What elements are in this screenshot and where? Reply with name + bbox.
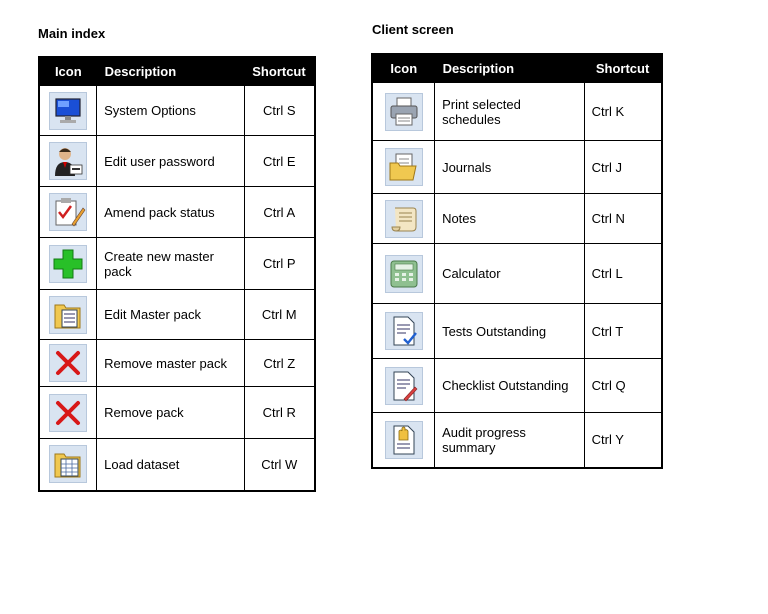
table-row — [372, 194, 662, 244]
table-row — [372, 141, 662, 194]
row-description: Checklist Outstanding — [435, 359, 585, 413]
row-description: Remove master pack — [97, 340, 244, 387]
table-header-row — [372, 54, 662, 83]
row-description: Print selected schedules — [435, 83, 585, 141]
monitor-icon — [49, 92, 87, 130]
row-shortcut: Ctrl Q — [584, 359, 662, 413]
row-shortcut: Ctrl J — [584, 141, 662, 194]
row-description: Remove pack — [97, 387, 244, 439]
red-x-icon — [49, 344, 87, 382]
row-shortcut: Ctrl Z — [244, 340, 315, 387]
row-description: Load dataset — [97, 439, 244, 491]
row-shortcut: Ctrl N — [584, 194, 662, 244]
row-shortcut: Ctrl T — [584, 304, 662, 359]
printer-icon — [385, 93, 423, 131]
row-description: Create new master pack — [97, 238, 244, 290]
row-description: Journals — [435, 141, 585, 194]
row-description: Edit Master pack — [97, 290, 244, 340]
description-column-header: Description — [97, 57, 244, 86]
row-shortcut: Ctrl R — [244, 387, 315, 439]
main-index-title: Main index — [38, 26, 106, 41]
clipboard-pencil-icon — [49, 193, 87, 231]
description-column-header: Description — [435, 54, 585, 83]
table-row — [39, 290, 315, 340]
row-description: System Options — [97, 86, 244, 136]
document-hand-icon — [385, 421, 423, 459]
scroll-icon — [385, 200, 423, 238]
table-row — [372, 244, 662, 304]
row-description: Notes — [435, 194, 585, 244]
calculator-icon — [385, 255, 423, 293]
row-shortcut: Ctrl M — [244, 290, 315, 340]
row-shortcut: Ctrl A — [244, 187, 315, 238]
red-x-icon — [49, 394, 87, 432]
row-shortcut: Ctrl S — [244, 86, 315, 136]
icon-column-header: Icon — [372, 54, 435, 83]
shortcut-column-header: Shortcut — [244, 57, 315, 86]
row-description: Tests Outstanding — [435, 304, 585, 359]
row-description: Edit user password — [97, 136, 244, 187]
table-row — [39, 86, 315, 136]
table-row — [372, 413, 662, 468]
table-row — [39, 187, 315, 238]
row-shortcut: Ctrl Y — [584, 413, 662, 468]
document-pencil-icon — [385, 367, 423, 405]
table-row — [372, 304, 662, 359]
table-row — [372, 359, 662, 413]
folder-document-icon — [49, 296, 87, 334]
row-shortcut: Ctrl E — [244, 136, 315, 187]
icon-column-header: Icon — [39, 57, 97, 86]
row-shortcut: Ctrl W — [244, 439, 315, 491]
shortcut-column-header: Shortcut — [584, 54, 662, 83]
row-shortcut: Ctrl P — [244, 238, 315, 290]
open-folder-icon — [385, 148, 423, 186]
row-description: Amend pack status — [97, 187, 244, 238]
client-screen-title: Client screen — [372, 22, 454, 37]
client-screen-table — [371, 53, 663, 469]
row-description: Calculator — [435, 244, 585, 304]
row-shortcut: Ctrl L — [584, 244, 662, 304]
green-plus-icon — [49, 245, 87, 283]
table-row — [39, 136, 315, 187]
row-description: Audit progress summary — [435, 413, 585, 468]
document-check-icon — [385, 312, 423, 350]
folder-grid-icon — [49, 445, 87, 483]
table-row — [39, 387, 315, 439]
main-index-table — [38, 56, 316, 492]
user-key-icon — [49, 142, 87, 180]
table-row — [39, 439, 315, 491]
row-shortcut: Ctrl K — [584, 83, 662, 141]
table-row — [39, 238, 315, 290]
table-row — [372, 83, 662, 141]
table-row — [39, 340, 315, 387]
table-header-row — [39, 57, 315, 86]
